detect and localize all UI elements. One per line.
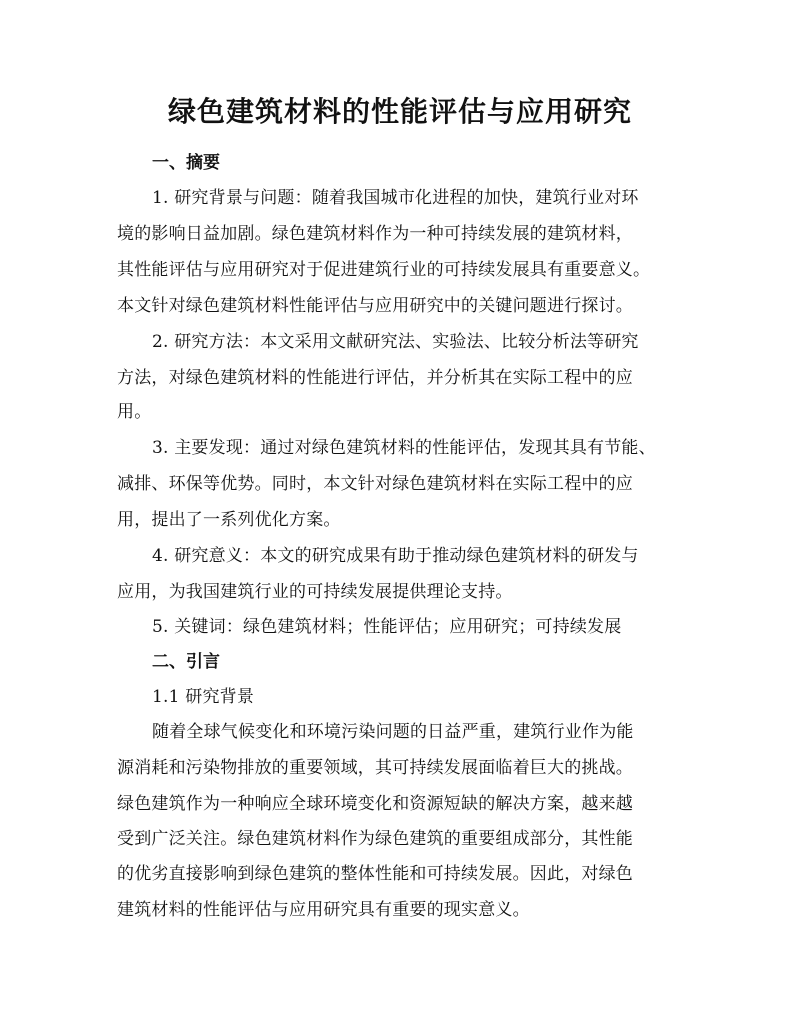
paragraph-line: 建筑材料的性能评估与应用研究具有重要的现实意义。 (117, 900, 530, 920)
paragraph-line: 本文针对绿色建筑材料性能评估与应用研究中的关键问题进行探讨。 (117, 296, 633, 316)
paragraph-line: 绿色建筑作为一种响应全球环境变化和资源短缺的解决方案，越来越 (117, 794, 633, 814)
paragraph-line: 随着全球气候变化和环境污染问题的日益严重，建筑行业作为能 (152, 722, 634, 742)
paragraph-line: 受到广泛关注。绿色建筑材料作为绿色建筑的重要组成部分，其性能 (117, 829, 633, 849)
paragraph-line: 用，提出了一系列优化方案。 (117, 510, 341, 530)
paragraph-line: 用。 (117, 402, 152, 422)
section-heading-introduction: 二、引言 (152, 652, 220, 672)
paragraph-line: 应用，为我国建筑行业的可持续发展提供理论支持。 (117, 582, 513, 602)
paragraph-line: 3. 主要发现：通过对绿色建筑材料的性能评估，发现其具有节能、 (152, 438, 656, 458)
paragraph-line: 的优劣直接影响到绿色建筑的整体性能和可持续发展。因此，对绿色 (117, 864, 633, 884)
paragraph-line: 4. 研究意义：本文的研究成果有助于推动绿色建筑材料的研发与 (152, 546, 639, 566)
subsection-heading: 1.1 研究背景 (152, 687, 255, 707)
paragraph-line: 方法，对绿色建筑材料的性能进行评估，并分析其在实际工程中的应 (117, 368, 633, 388)
section-heading-abstract: 一、摘要 (152, 153, 220, 173)
keywords-line: 5. 关键词：绿色建筑材料；性能评估；应用研究；可持续发展 (152, 617, 622, 637)
paragraph-line: 减排、环保等优势。同时，本文针对绿色建筑材料在实际工程中的应 (117, 474, 633, 494)
paragraph-line: 源消耗和污染物排放的重要领域，其可持续发展面临着巨大的挑战。 (117, 758, 633, 778)
paragraph-line: 1. 研究背景与问题：随着我国城市化进程的加快，建筑行业对环 (152, 188, 639, 208)
paragraph-line: 2. 研究方法：本文采用文献研究法、实验法、比较分析法等研究 (152, 332, 639, 352)
document-title: 绿色建筑材料的性能评估与应用研究 (167, 95, 632, 128)
paragraph-line: 其性能评估与应用研究对于促进建筑行业的可持续发展具有重要意义。 (117, 260, 651, 280)
paragraph-line: 境的影响日益加剧。绿色建筑材料作为一种可持续发展的建筑材料， (117, 224, 633, 244)
